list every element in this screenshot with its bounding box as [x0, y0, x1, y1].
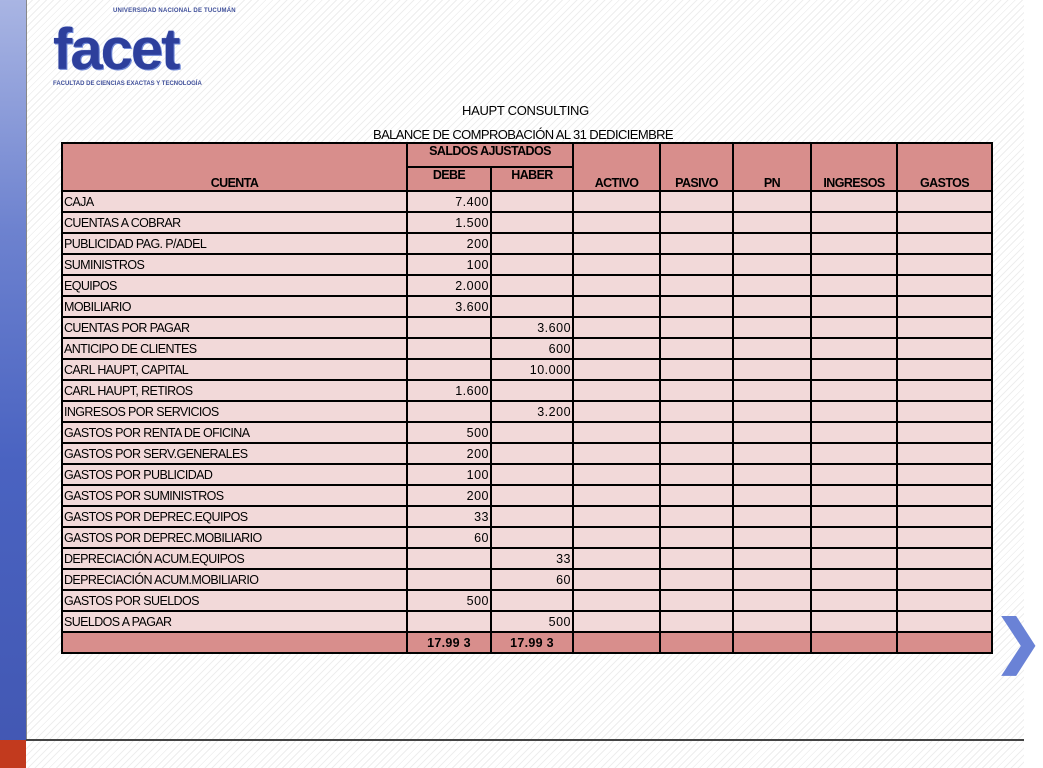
activo-cell	[573, 422, 660, 443]
pasivo-cell	[660, 317, 733, 338]
haber-cell	[491, 233, 573, 254]
gastos-cell	[897, 590, 992, 611]
pn-cell	[733, 212, 811, 233]
activo-cell	[573, 191, 660, 212]
gastos-cell	[897, 569, 992, 590]
haber-cell	[491, 191, 573, 212]
gastos-cell	[897, 401, 992, 422]
pn-cell	[733, 254, 811, 275]
ingresos-cell	[811, 527, 897, 548]
pn-cell	[733, 443, 811, 464]
pasivo-cell	[660, 212, 733, 233]
slide-left-border	[26, 0, 27, 740]
ingresos-cell	[811, 296, 897, 317]
debe-cell: 100	[407, 464, 491, 485]
ingresos-cell	[811, 611, 897, 632]
ingresos-cell	[811, 548, 897, 569]
debe-cell: 1.500	[407, 212, 491, 233]
activo-cell	[573, 233, 660, 254]
debe-cell: 7.400	[407, 191, 491, 212]
debe-cell: 3.600	[407, 296, 491, 317]
debe-cell: 500	[407, 422, 491, 443]
pasivo-cell	[660, 359, 733, 380]
ingresos-cell	[811, 590, 897, 611]
pasivo-cell	[660, 254, 733, 275]
cuenta-cell: GASTOS POR SUELDOS	[62, 590, 407, 611]
table-row	[62, 611, 992, 632]
facet-logo	[50, 8, 236, 108]
haber-cell: 600	[491, 338, 573, 359]
cuenta-cell: GASTOS POR SUMINISTROS	[62, 485, 407, 506]
gastos-cell	[897, 254, 992, 275]
pn-cell	[733, 338, 811, 359]
company-title: HAUPT CONSULTING	[462, 103, 589, 118]
pn-cell	[733, 317, 811, 338]
gastos-cell	[897, 506, 992, 527]
cuenta-cell: GASTOS POR DEPREC.EQUIPOS	[62, 506, 407, 527]
activo-cell	[573, 569, 660, 590]
debe-cell	[407, 569, 491, 590]
table-row	[62, 548, 992, 569]
debe-cell: 60	[407, 527, 491, 548]
haber-cell	[491, 527, 573, 548]
cuenta-cell: EQUIPOS	[62, 275, 407, 296]
header-ingresos: INGRESOS	[811, 143, 897, 191]
activo-cell	[573, 548, 660, 569]
cuenta-cell: CUENTAS POR PAGAR	[62, 317, 407, 338]
gastos-cell	[897, 485, 992, 506]
haber-cell	[491, 212, 573, 233]
pasivo-cell	[660, 590, 733, 611]
pasivo-cell	[660, 275, 733, 296]
activo-cell	[573, 212, 660, 233]
pasivo-cell	[660, 191, 733, 212]
activo-cell	[573, 443, 660, 464]
header-haber: HABER	[491, 167, 573, 191]
activo-cell	[573, 296, 660, 317]
activo-cell	[573, 464, 660, 485]
debe-cell: 1.600	[407, 380, 491, 401]
cuenta-cell: SUMINISTROS	[62, 254, 407, 275]
table-row	[62, 233, 992, 254]
header-cuenta: CUENTA	[62, 143, 407, 191]
pasivo-cell	[660, 443, 733, 464]
cuenta-cell: CUENTAS A COBRAR	[62, 212, 407, 233]
debe-cell: 100	[407, 254, 491, 275]
debe-cell: 200	[407, 233, 491, 254]
activo-cell	[573, 506, 660, 527]
activo-cell	[573, 527, 660, 548]
cuenta-cell: CAJA	[62, 191, 407, 212]
cuenta-cell: PUBLICIDAD PAG. P/ADEL	[62, 233, 407, 254]
table-row	[62, 569, 992, 590]
pn-cell	[733, 485, 811, 506]
pn-cell	[733, 464, 811, 485]
ingresos-cell	[811, 359, 897, 380]
table-row	[62, 338, 992, 359]
ingresos-cell	[811, 338, 897, 359]
pn-cell	[733, 191, 811, 212]
table-row	[62, 401, 992, 422]
logo-wordmark: facet	[53, 17, 179, 82]
header-gastos: GASTOS	[897, 143, 992, 191]
ingresos-cell	[811, 191, 897, 212]
pasivo-cell	[660, 611, 733, 632]
ingresos-cell	[811, 212, 897, 233]
activo-cell	[573, 485, 660, 506]
header-pn: PN	[733, 143, 811, 191]
activo-cell	[573, 359, 660, 380]
activo-cell	[573, 317, 660, 338]
gastos-cell	[897, 275, 992, 296]
pn-cell	[733, 359, 811, 380]
pn-cell	[733, 527, 811, 548]
debe-cell	[407, 548, 491, 569]
ingresos-cell	[811, 443, 897, 464]
debe-cell	[407, 359, 491, 380]
table-row	[62, 464, 992, 485]
debe-cell: 200	[407, 485, 491, 506]
cuenta-cell: GASTOS POR SERV.GENERALES	[62, 443, 407, 464]
pn-cell	[733, 569, 811, 590]
table-row	[62, 296, 992, 317]
pn-cell	[733, 548, 811, 569]
table-row	[62, 359, 992, 380]
activo-cell	[573, 254, 660, 275]
report-title: BALANCE DE COMPROBACIÓN AL 31 DEDICIEMBRE	[373, 127, 674, 142]
ingresos-cell	[811, 233, 897, 254]
debe-cell: 33	[407, 506, 491, 527]
table-row	[62, 212, 992, 233]
debe-cell	[407, 401, 491, 422]
table-row	[62, 254, 992, 275]
haber-cell	[491, 380, 573, 401]
table-row	[62, 485, 992, 506]
gastos-cell	[897, 212, 992, 233]
activo-cell	[573, 611, 660, 632]
haber-cell	[491, 464, 573, 485]
pn-cell	[733, 380, 811, 401]
cuenta-cell: INGRESOS POR SERVICIOS	[62, 401, 407, 422]
cuenta-cell: GASTOS POR PUBLICIDAD	[62, 464, 407, 485]
cuenta-cell: CARL HAUPT, RETIROS	[62, 380, 407, 401]
debe-cell: 500	[407, 590, 491, 611]
pn-cell	[733, 590, 811, 611]
cuenta-cell: DEPRECIACIÓN ACUM.MOBILIARIO	[62, 569, 407, 590]
pasivo-cell	[660, 401, 733, 422]
ingresos-cell	[811, 506, 897, 527]
trial-balance-table	[61, 142, 993, 654]
gastos-cell	[897, 443, 992, 464]
header-saldos-ajustados: SALDOS AJUSTADOS	[407, 143, 573, 167]
debe-cell	[407, 317, 491, 338]
activo-cell	[573, 590, 660, 611]
ingresos-cell	[811, 401, 897, 422]
gastos-cell	[897, 380, 992, 401]
pn-cell	[733, 506, 811, 527]
pasivo-cell	[660, 527, 733, 548]
cuenta-cell: MOBILIARIO	[62, 296, 407, 317]
table-row	[62, 317, 992, 338]
logo-university-text: UNIVERSIDAD NACIONAL DE TUCUMÁN	[113, 8, 236, 14]
left-accent-bar	[0, 0, 26, 768]
cuenta-cell: DEPRECIACIÓN ACUM.EQUIPOS	[62, 548, 407, 569]
table-row	[62, 191, 992, 212]
pasivo-cell	[660, 464, 733, 485]
pasivo-cell	[660, 233, 733, 254]
pasivo-cell	[660, 548, 733, 569]
ingresos-cell	[811, 464, 897, 485]
gastos-cell	[897, 548, 992, 569]
gastos-cell	[897, 464, 992, 485]
gastos-cell	[897, 317, 992, 338]
gastos-cell	[897, 296, 992, 317]
pasivo-cell	[660, 506, 733, 527]
gastos-cell	[897, 359, 992, 380]
table-row	[62, 380, 992, 401]
haber-cell: 3.200	[491, 401, 573, 422]
ingresos-cell	[811, 422, 897, 443]
pasivo-cell	[660, 569, 733, 590]
activo-cell	[573, 401, 660, 422]
ingresos-cell	[811, 380, 897, 401]
haber-cell: 500	[491, 611, 573, 632]
table-row	[62, 443, 992, 464]
gastos-cell	[897, 233, 992, 254]
activo-cell	[573, 380, 660, 401]
table-row	[62, 275, 992, 296]
pn-cell	[733, 422, 811, 443]
haber-cell: 33	[491, 548, 573, 569]
haber-cell	[491, 422, 573, 443]
activo-cell	[573, 275, 660, 296]
total-row	[62, 632, 992, 653]
cuenta-cell: GASTOS POR DEPREC.MOBILIARIO	[62, 527, 407, 548]
debe-cell: 200	[407, 443, 491, 464]
cuenta-cell: CARL HAUPT, CAPITAL	[62, 359, 407, 380]
pasivo-cell	[660, 380, 733, 401]
pn-cell	[733, 233, 811, 254]
haber-cell	[491, 506, 573, 527]
gastos-cell	[897, 422, 992, 443]
total-label-cell	[62, 632, 407, 653]
gastos-cell	[897, 191, 992, 212]
pn-cell	[733, 401, 811, 422]
header-pasivo: PASIVO	[660, 143, 733, 191]
pasivo-cell	[660, 338, 733, 359]
gastos-cell	[897, 611, 992, 632]
corner-accent	[0, 740, 26, 768]
debe-cell: 2.000	[407, 275, 491, 296]
pasivo-cell	[660, 485, 733, 506]
table-row	[62, 422, 992, 443]
table-row	[62, 506, 992, 527]
table-row	[62, 590, 992, 611]
cuenta-cell: ANTICIPO DE CLIENTES	[62, 338, 407, 359]
next-slide-chevron-icon[interactable]: ❯	[994, 609, 1043, 674]
header-activo: ACTIVO	[573, 143, 660, 191]
total-haber: 17.99 3	[491, 632, 573, 653]
ingresos-cell	[811, 317, 897, 338]
haber-cell	[491, 485, 573, 506]
haber-cell	[491, 590, 573, 611]
logo-faculty-text: FACULTAD DE CIENCIAS EXACTAS Y TECNOLOGÍA	[53, 81, 202, 87]
ingresos-cell	[811, 254, 897, 275]
ingresos-cell	[811, 569, 897, 590]
ingresos-cell	[811, 485, 897, 506]
haber-cell: 60	[491, 569, 573, 590]
haber-cell: 10.000	[491, 359, 573, 380]
pn-cell	[733, 611, 811, 632]
pn-cell	[733, 275, 811, 296]
pasivo-cell	[660, 296, 733, 317]
debe-cell	[407, 338, 491, 359]
haber-cell	[491, 296, 573, 317]
pn-cell	[733, 296, 811, 317]
activo-cell	[573, 338, 660, 359]
gastos-cell	[897, 527, 992, 548]
debe-cell	[407, 611, 491, 632]
haber-cell: 3.600	[491, 317, 573, 338]
haber-cell	[491, 275, 573, 296]
ingresos-cell	[811, 275, 897, 296]
gastos-cell	[897, 338, 992, 359]
haber-cell	[491, 443, 573, 464]
haber-cell	[491, 254, 573, 275]
cuenta-cell: GASTOS POR RENTA DE OFICINA	[62, 422, 407, 443]
header-debe: DEBE	[407, 167, 491, 191]
total-debe: 17.99 3	[407, 632, 491, 653]
cuenta-cell: SUELDOS A PAGAR	[62, 611, 407, 632]
slide-bottom-border	[26, 739, 1024, 741]
table-row	[62, 527, 992, 548]
pasivo-cell	[660, 422, 733, 443]
